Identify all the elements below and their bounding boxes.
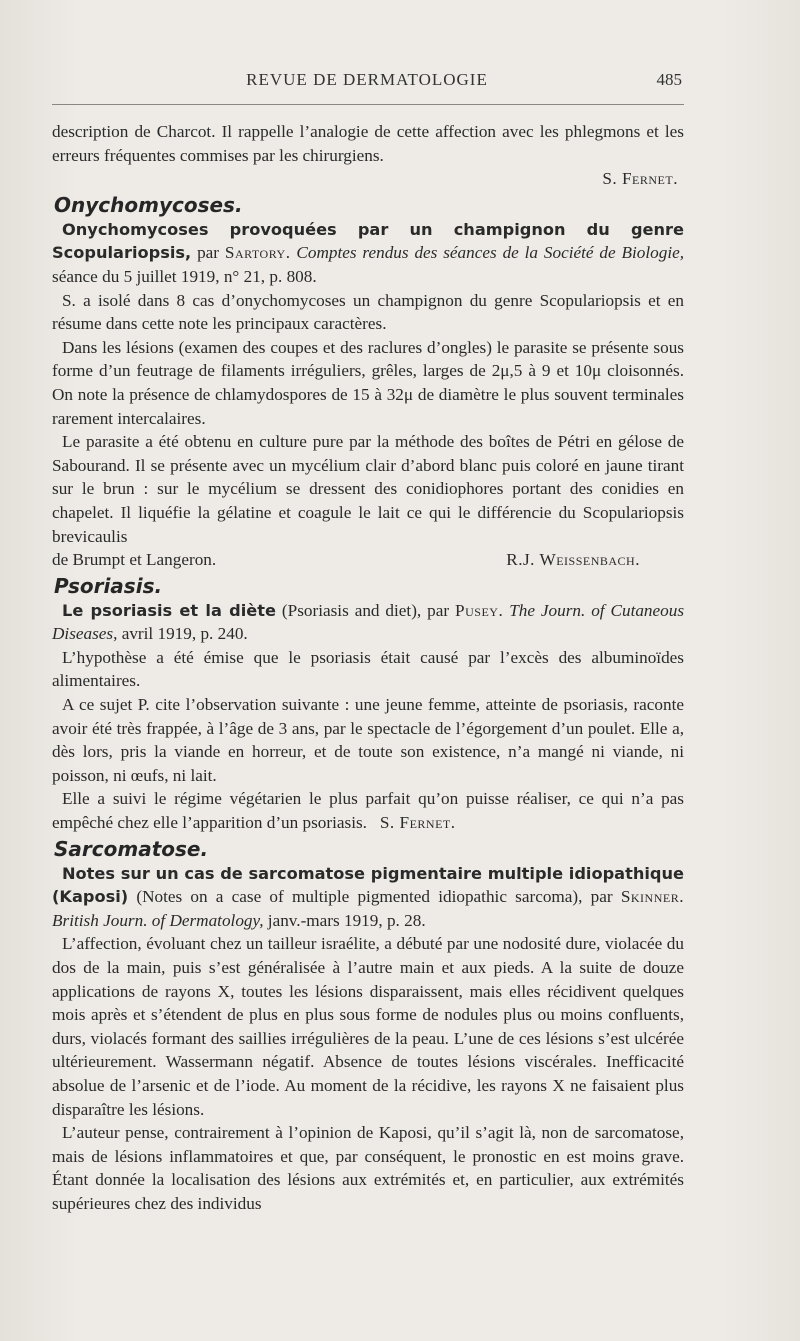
- citation-details: séance du 5 juillet 1919, n° 21, p. 808.: [52, 266, 317, 286]
- paragraph-text: Elle a suivi le régime végétarien le plus parfait qu’on puisse réaliser, ce qui n’a pas empêché chez elle l’apparition d’un psoriasis.: [52, 789, 684, 833]
- author-name: Pusey.: [455, 600, 504, 620]
- article-title: Notes sur un cas de sarcomatose pigmentaire multiple idiopathique (Kaposi): [52, 863, 684, 907]
- journal-name: Comptes rendus des séances de la Société de Biologie,: [296, 243, 685, 263]
- paragraph: L’auteur pense, contrairement à l’opinion de Kaposi, qu’il s’agit là, non de sarcomatose, mais de lésions inflammatoires et que, par conséquent, le pronostic en est moins grave. Étant donnée la localisation des lésions aux extrémités et, en particulier, aux extrémités supérieures chez des individus: [52, 1123, 684, 1213]
- article-title: Le psoriasis et la diète: [62, 600, 276, 620]
- article-body: [52, 120, 684, 1216]
- paragraph-tail: [52, 548, 684, 572]
- section-heading-onychomycoses: Onychomycoses.: [54, 192, 243, 217]
- header-rule: [52, 104, 684, 105]
- paragraph: A ce sujet P. cite l’observation suivante : une jeune femme, atteinte de psoriasis, raconte avoir été très frappée, à l’âge de 3 ans, par le spectacle de l’égorgement d’un poulet. Elle a, dès lors, pris la viande en horreur, et de toute son existence, n’a mangé ni viande, ni poisson, ni œufs, ni lait.: [52, 695, 684, 785]
- signature: S. Fernet.: [602, 169, 678, 189]
- article-citation: [52, 862, 684, 933]
- paragraph: L’affection, évoluant chez un tailleur israélite, a débuté par une nodosité dure, violacée du dos de la main, puis s’est généralisée à l’autre main et aux pieds. A la suite de douze applications de rayons X, toutes les lésions disparaissent, mais elles récidivent quelques mois après et s’étendent de plus en plus sous forme de nodules plus ou moins confluents, durs, violacés formant des saillies irrégulières de la peau. L’une de ces lésions s’est ulcérée ultérieurement. Wassermann négatif. Absence de toutes lésions viscérales. Inefficacité absolue de l’arsenic et de l’iode. Au moment de la récidive, les rayons X ne faisaient plus disparaître les lésions.: [52, 934, 684, 1119]
- journal-name: The Journ. of Cutaneous Diseases,: [52, 600, 685, 644]
- citation-details: janv.-mars 1919, p. 28.: [267, 910, 426, 930]
- page-number: 485: [656, 70, 682, 89]
- citation-details: avril 1919, p. 240.: [121, 624, 248, 644]
- article-citation: [52, 599, 684, 646]
- page-header: [52, 70, 682, 92]
- signature: R.J. Weissenbach.: [506, 550, 640, 570]
- author-name: Sartory.: [224, 243, 291, 263]
- journal-name: British Journ. of Dermatology,: [52, 910, 264, 930]
- paragraph: Le parasite a été obtenu en culture pure par la méthode des boîtes de Pétri en gélose de Sabourand. Il se présente avec un mycélium clair d’abord blanc puis coloré en jaune tirant sur le brun : sur le mycélium se dressent des conidiophores portant des conidies en chapelet. Il liquéfie la gélatine et coagule le lait ce qui le différencie du Scopulariopsis brevicaulis: [52, 432, 684, 546]
- section-heading-psoriasis: Psoriasis.: [54, 573, 163, 598]
- author-name: Skinner.: [620, 887, 685, 907]
- paragraph-end: de Brumpt et Langeron.: [52, 550, 217, 570]
- paragraph: Dans les lésions (examen des coupes et des raclures d’ongles) le parasite se présente sous forme d’un feutrage de filaments irréguliers, grêles, larges de 2μ,5 à 9 et 10μ cloisonnés. On note la présence de chlamydospores de 15 à 32μ de diamètre le plus souvent terminales rarement intercalaires.: [52, 337, 684, 428]
- paragraph: L’hypothèse a été émise que le psoriasis était causé par l’excès des albuminoïdes alimentaires.: [52, 647, 684, 691]
- article-title: Onychomycoses provoquées par un champignon du genre Scopulariopsis,: [52, 219, 684, 263]
- citation-text: (Psoriasis and diet), par: [281, 600, 450, 620]
- paragraph: [52, 787, 684, 834]
- paragraph: S. a isolé dans 8 cas d’onychomycoses un champignon du genre Scopulariopsis et en résume dans cette note les principaux caractères.: [52, 290, 684, 334]
- section-heading-sarcomatose: Sarcomatose.: [54, 836, 209, 861]
- citation-text: (Notes on a case of multiple pigmented idiopathic sarcoma), par: [136, 887, 613, 907]
- signature: S. Fernet.: [379, 813, 456, 833]
- citation-text: par: [197, 243, 220, 263]
- intro-paragraph: description de Charcot. Il rappelle l’analogie de cette affection avec les phlegmons et les erreurs fréquentes commises par les chirurgiens.: [52, 122, 684, 165]
- running-title: REVUE DE DERMATOLOGIE: [246, 70, 488, 89]
- article-citation: [52, 218, 684, 289]
